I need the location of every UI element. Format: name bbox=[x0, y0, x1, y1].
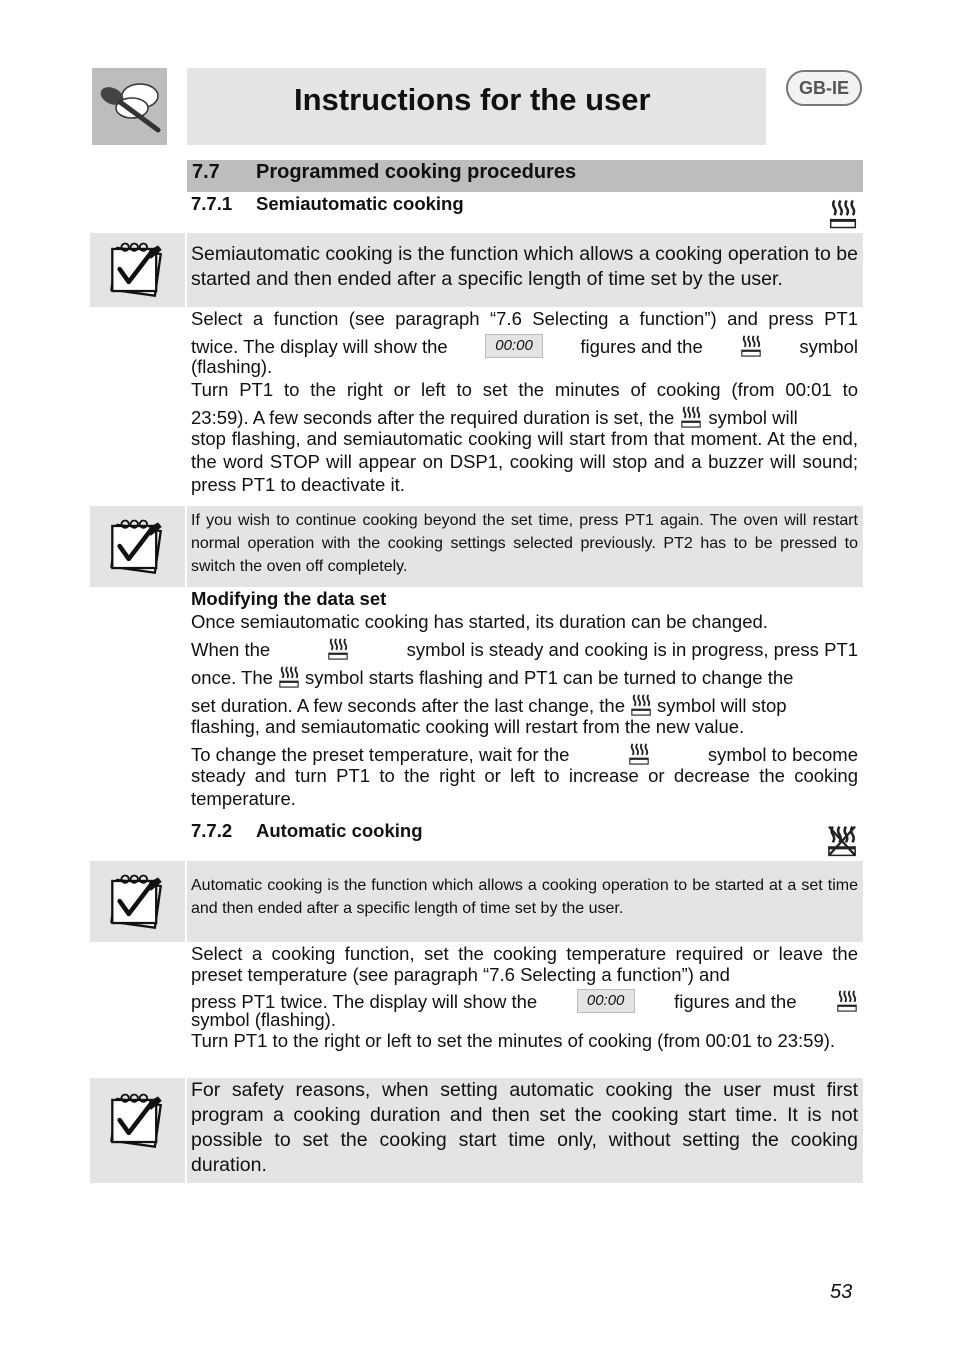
text-segment: set duration. A few seconds after the last change, the bbox=[191, 694, 626, 716]
paragraph bbox=[191, 306, 858, 496]
heat-symbol-icon bbox=[740, 334, 762, 358]
note-text: Automatic cooking is the function which allows a cooking operation to be started at a set time and then ended after a specific length of time set by the user. bbox=[191, 877, 858, 917]
heat-symbol-icon bbox=[278, 665, 300, 689]
text-line: Turn PT1 to the right or left to set the minutes of cooking (from 00:01 to 23:59). bbox=[191, 1030, 836, 1051]
text-line: Turn PT1 to the right or left to set the minutes of cooking (from 00:01 to bbox=[191, 379, 858, 400]
text-line bbox=[191, 693, 858, 717]
paragraph bbox=[191, 942, 858, 1051]
text-line: (flashing). bbox=[191, 356, 273, 377]
text-line bbox=[191, 742, 858, 766]
text-segment: To change the preset temperature, wait for the bbox=[191, 743, 570, 765]
text-segment: symbol to become bbox=[707, 743, 858, 765]
language-badge: GB-IE bbox=[786, 70, 862, 106]
automatic-cooking-icon bbox=[826, 824, 858, 858]
semiautomatic-cooking-icon bbox=[828, 198, 858, 230]
note-icon-box bbox=[90, 1078, 185, 1183]
text-line bbox=[191, 637, 858, 661]
note-icon-box bbox=[90, 233, 185, 307]
text-line: flashing, and semiautomatic cooking will restart from the new value. bbox=[191, 716, 745, 737]
heat-symbol-icon bbox=[630, 693, 652, 717]
page-number: 53 bbox=[830, 1281, 853, 1303]
text-segment: press PT1 twice. The display will show the bbox=[191, 990, 538, 1012]
text-line: Once semiautomatic cooking has started, its duration can be changed. bbox=[191, 611, 768, 632]
notepad-check-icon bbox=[105, 1088, 169, 1154]
text-line: stop flashing, and semiautomatic cooking will start from that moment. At the end, the word STOP will appear on DSP1, cooking will stop and a buzzer will sound; press PT1 to deactivate it. bbox=[191, 428, 858, 495]
note-box bbox=[187, 1078, 863, 1183]
text-segment: twice. The display will show the bbox=[191, 335, 448, 357]
text-segment: once. The bbox=[191, 666, 273, 688]
text-segment: figures and the bbox=[674, 990, 797, 1012]
note-box bbox=[187, 861, 863, 942]
spoon-chef-hat-icon bbox=[92, 68, 167, 145]
header-title-box bbox=[187, 68, 766, 145]
section-number: 7.7 bbox=[192, 161, 220, 183]
paragraph bbox=[191, 587, 858, 810]
section-heading bbox=[187, 160, 863, 192]
notepad-check-icon bbox=[105, 869, 169, 935]
subsection-title: Automatic cooking bbox=[256, 820, 423, 841]
text-segment: When the bbox=[191, 638, 271, 660]
text-line: steady and turn PT1 to the right or left to increase or decrease the cooking temperature. bbox=[191, 765, 858, 809]
display-readout: 00:00 bbox=[485, 334, 543, 358]
subsection-number: 7.7.1 bbox=[191, 193, 233, 214]
text-segment: symbol will bbox=[708, 406, 798, 428]
notepad-check-icon bbox=[105, 237, 169, 303]
display-readout: 00:00 bbox=[577, 989, 635, 1013]
heat-symbol-icon bbox=[327, 637, 349, 661]
text-segment: symbol will stop bbox=[657, 694, 787, 716]
page-title: Instructions for the user bbox=[294, 82, 651, 117]
section-title: Programmed cooking procedures bbox=[256, 161, 577, 183]
note-icon-box bbox=[90, 861, 185, 942]
note-text: For safety reasons, when setting automatic cooking the user must first program a cooking duration and then set the cooking start time. It is not possible to set the cooking start time only, without setting the cooking duration. bbox=[191, 1079, 858, 1176]
note-box bbox=[187, 233, 863, 307]
text-line: Select a cooking function, set the cooking temperature required or leave the preset temperature (see paragraph “7.6 Selecting a function”) and bbox=[191, 943, 858, 985]
text-segment: 23:59). A few seconds after the required duration is set, the bbox=[191, 406, 675, 428]
text-segment: symbol starts flashing and PT1 can be turned to change the bbox=[304, 666, 794, 688]
subsection-title: Semiautomatic cooking bbox=[256, 193, 464, 214]
note-box bbox=[187, 506, 863, 587]
text-line: Select a function (see paragraph “7.6 Selecting a function”) and press PT1 bbox=[191, 308, 858, 329]
heat-symbol-icon bbox=[628, 742, 650, 766]
subsection-number: 7.7.2 bbox=[191, 820, 233, 841]
text-segment: symbol is steady and cooking is in progress, press PT1 bbox=[406, 638, 858, 660]
heat-symbol-icon bbox=[680, 405, 702, 429]
text-line: symbol (flashing). bbox=[191, 1009, 336, 1030]
note-text: Semiautomatic cooking is the function which allows a cooking operation to be started and then ended after a specific length of time set by the user. bbox=[191, 243, 858, 290]
text-line bbox=[191, 334, 858, 358]
chef-logo bbox=[92, 68, 167, 145]
note-text: If you wish to continue cooking beyond the set time, press PT1 again. The oven will restart normal operation with the cooking settings selected previously. PT2 has to be pressed to switch the oven off completely. bbox=[191, 512, 858, 575]
text-segment: symbol bbox=[799, 335, 858, 357]
note-icon-box bbox=[90, 506, 185, 587]
heat-symbol-icon bbox=[836, 989, 858, 1013]
text-line bbox=[191, 405, 858, 429]
text-segment: figures and the bbox=[580, 335, 703, 357]
text-line bbox=[191, 665, 858, 689]
notepad-check-icon bbox=[105, 514, 169, 580]
paragraph-heading: Modifying the data set bbox=[191, 588, 387, 609]
